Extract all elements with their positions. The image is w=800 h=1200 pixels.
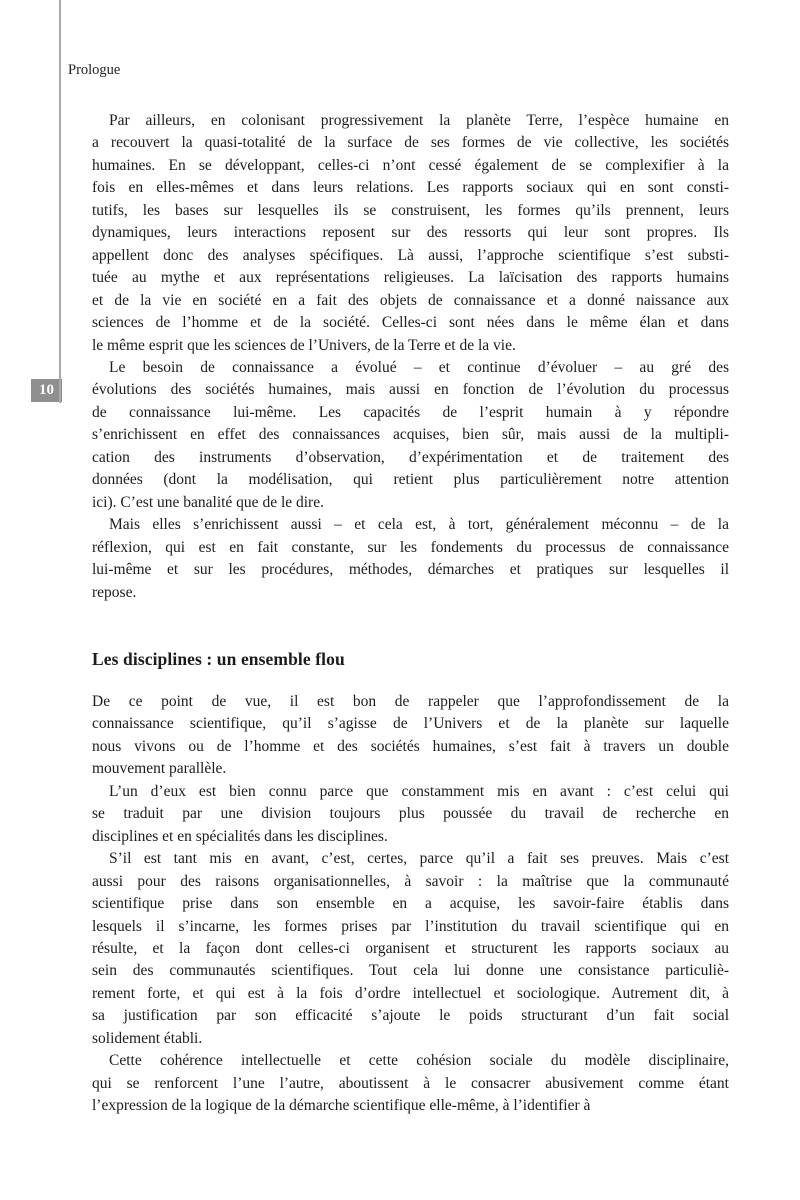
paragraph-2: Le besoin de connaissance a évolué – et continue d’évoluer – au gré des évolutions des sociétés humaines, mais aussi en fonction de l’évolution du processus de connaissance lui-même. Les capacités de l’esprit humain à y répondre s’enrichissent en effet des connaissances acquises, bien sûr, mais aussi de la multipli- cation des instruments d’observation, d’expérimentation et de traitement des données (dont la modélisation, qui retient plus particulièrement notre attention ici). C’est une banalité que de le dire. <box>92 358 729 511</box>
margin-rule <box>59 0 61 403</box>
running-header: Prologue <box>68 62 121 78</box>
body-text <box>92 110 729 1118</box>
section-heading: Les disciplines : un ensemble flou <box>92 648 345 669</box>
paragraph-7: Cette cohérence intellectuelle et cette cohésion sociale du modèle disciplinaire, qui se renforcent l’une l’autre, aboutissent à le consacrer abusivement comme étant l’expression de la logique de la démarche scientifique elle-même, à l’identifier à <box>92 1052 729 1115</box>
paragraph-3: Mais elles s’enrichissent aussi – et cela est, à tort, généralement méconnu – de la réflexion, qui est en fait constante, sur les fondements du processus de connaissance lui-même et sur les procédures, méthodes, démarches et pratiques sur lesquelles il repose. <box>92 516 729 601</box>
page-number: 10 <box>39 382 54 398</box>
paragraph-1: Par ailleurs, en colonisant progressivement la planète Terre, l’espèce humaine en a recouvert la quasi-totalité de la surface de ses formes de vie collective, les sociétés humaines. En se développant, celles-ci n’ont cessé également de se complexifier à la fois en elles-mêmes et dans leurs relations. Les rapports sociaux qui en sont consti- tutifs, les bases sur lesquelles ils se construisent, les formes qu’ils prennent, leurs dynamiques, leurs interactions reposent sur des ressorts qui leur sont propres. Ils appellent donc des analyses spécifiques. Là aussi, l’approche scientifique s’est substi- tuée au mythe et aux représentations religieuses. La laïcisation des rapports humains et de la vie en société en a fait des objets de connaissance et a donné naissance aux sciences de l’homme et de la société. Celles-ci sont nées dans le même élan et dans le même esprit que les sciences de l’Univers, de la Terre et de la vie. <box>92 112 729 354</box>
paragraph-6: S’il est tant mis en avant, c’est, certes, parce qu’il a fait ses preuves. Mais c’est aussi pour des raisons organisationnelles, à savoir : la maîtrise que la communauté scientifique prise dans son ensemble en a acquise, les savoir-faire établis dans lesquels il s’incarne, les formes prises par l’institution du travail scientifique qui en résulte, et la façon dont celles-ci organisent et structurent les rapports sociaux au sein des communautés scientifiques. Tout cela lui donne une consistance particuliè- rement forte, et qui est à la fois d’ordre intellectuel et sociologique. Autrement dit, à sa justification par son efficacité s’ajoute le poids structurant d’un fait social solidement établi. <box>92 850 729 1047</box>
page-number-badge <box>31 379 62 402</box>
paragraph-5: L’un d’eux est bien connu parce que constamment mis en avant : c’est celui qui se traduit par une division toujours plus poussée du travail de recherche en disciplines et en spécialités dans les disciplines. <box>92 782 729 845</box>
paragraph-4: De ce point de vue, il est bon de rappeler que l’approfondissement de la connaissance scientifique, qu’il s’agisse de l’Univers et de la planète sur laquelle nous vivons ou de l’homme et des sociétés humaines, s’est fait à travers un double mouvement parallèle. <box>92 692 729 778</box>
